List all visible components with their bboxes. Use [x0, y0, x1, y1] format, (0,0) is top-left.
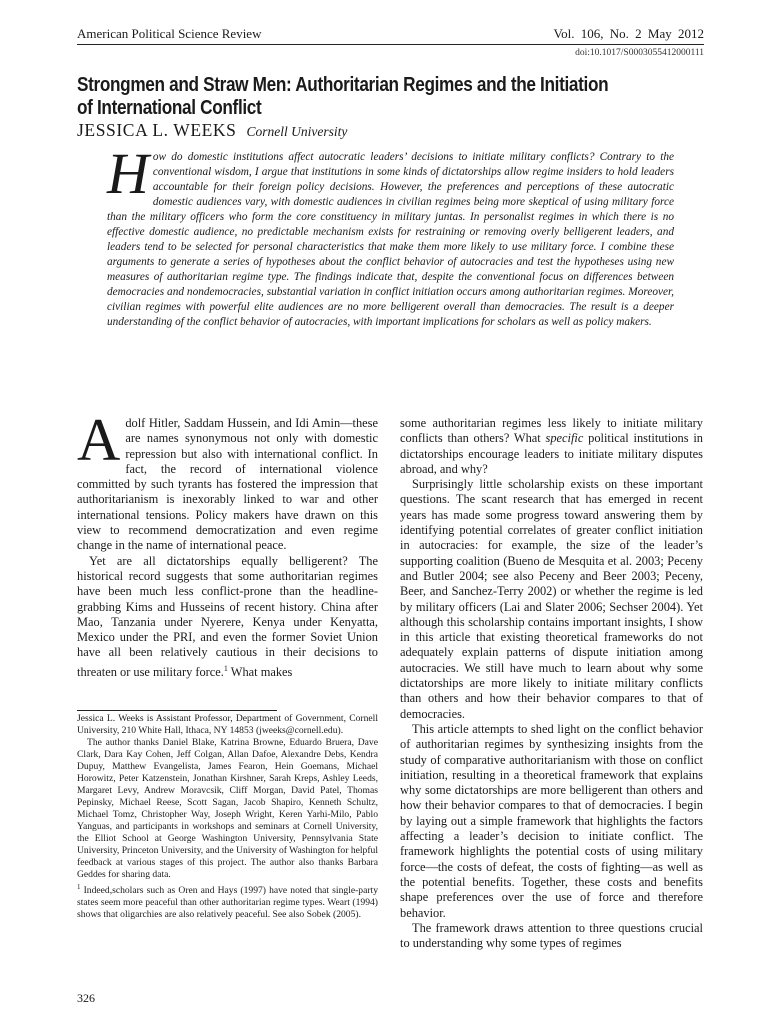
body-column-left [77, 407, 378, 680]
paragraph-text-tail: What makes [227, 664, 293, 679]
author-note: Jessica L. Weeks is Assistant Professor, Department of Government, Cornell University, 210 White Hall, Ithaca, NY 14853 (jweeks@cornell.edu). [77, 713, 378, 736]
emphasis: specific [545, 431, 584, 446]
footnote-ref-1[interactable]: 1 [223, 663, 228, 673]
acknowledgments: The author thanks Daniel Blake, Katrina Browne, Eduardo Bruera, Dave Clark, Dara Kay Cohen, Jeff Colgan, Allan Dafoe, Alexandre Debs, Kendra Dupuy, Matthew Evangelista, James Fearon, Hein Goemans, Michael Horowitz, Peter Katzenstein, Jonathan Kirshner, Sarah Kreps, Ashley Leeds, Margaret Levy, Andrew Moravcsik, Cliff Morgan, David Patel, Thomas Pepinsky, Michael Reese, Scott Sagan, Jacob Shapiro, Kenneth Schultz, Michael Tomz, Christopher Way, Joseph Wright, Keren Yarhi-Milo, Pablo Yanguas, and participants in workshops and seminars at Cornell University, the Elliot School at George Washington University, Pennsylvania State University, Princeton University, and the University of Washington for helpful feedback at various stages of this project. The author also thanks Barbara Geddes for sharing data. [77, 737, 378, 880]
paragraph [77, 554, 378, 681]
author-name: JESSICA L. WEEKS [77, 120, 237, 140]
paragraph-text-tail: political institutions in dictatorships encourage leaders to initiate military disputes abroad, and why? [400, 431, 703, 476]
volume-issue: Vol. 106, No. 2 May 2012 [553, 26, 704, 41]
doi-link[interactable]: doi:10.1017/S0003055412000111 [575, 48, 704, 58]
abstract [107, 141, 674, 330]
journal-name: American Political Science Review [77, 26, 262, 41]
footnotes [77, 713, 378, 921]
paragraph: This article attempts to shed light on the conflict behavior of authoritarian regimes by synthesizing insights from the study of comparative authoritarianism with those on conflict initiation, resulting in a theoretical framework that explains why some dictatorships are more belligerent than others and how their behavior compares to that of democracies. I begin by laying out a simple framework that highlights the factors affecting a leader’s decision to initiate conflict. The framework highlights the potential costs of using military force—the costs of defeat, the costs of fighting—as well as the potential benefits. Together, these costs and benefits shape preferences over the use of force and therefore behavior. [400, 721, 703, 920]
paragraph: Surprisingly little scholarship exists on these important questions. The scant research that has emerged in recent years has made some progress toward answering them by identifying potential correlates of greater conflict initiation in autocracies: for example, the size of the leader’s supporting coalition (Bueno de Mesquita et al. 2003; Peceny and Butler 2004; see also Peceny and Beer 2003; Peceny, Beer, and Sanchez-Terry 2002) or whether the regime is led by military officers (Lai and Slater 2006; Sechser 2004). Yet although this scholarship contains important insights, I show in this article that existing theoretical frameworks do not adequately explain patterns of dispute initiation among autocracies. We still have much to learn about why some dictatorships are more likely to initiate military conflicts than others and how their behavior compares to that of democracies. [400, 477, 703, 721]
author-affiliation: Cornell University [246, 124, 348, 139]
footnote-1 [77, 881, 378, 921]
footnote-1-mark: 1 [77, 883, 81, 891]
footnote-divider [77, 710, 277, 711]
paragraph [400, 416, 703, 477]
paragraph-text: some authoritarian regimes less likely to initiate military conflicts than others? What [400, 416, 703, 446]
article-title: Strongmen and Straw Men: Authoritarian Regimes and the Initiation of International Conflict [77, 74, 609, 119]
paragraph-text: dolf Hitler, Saddam Hussein, and Idi Amin—these are names synonymous not only with domestic repression but also with international conflict. In fact, the record of international violence committed by such tyrants has fostered the impression that authoritarianism is inexorably linked to war and other international tensions. Policy makers have drawn on this view to recommend democratization and even regime change in the name of international peace. [77, 416, 378, 553]
body-column-right [400, 416, 703, 951]
paragraph [77, 407, 378, 554]
byline [77, 120, 347, 141]
body-drop-cap: A [77, 407, 121, 473]
paragraph-text: Yet are all dictatorships equally belligerent? The historical record suggests that some authoritarian regimes have been much less conflict-prone than the headline-grabbing Kims and Husseins of recent history. China after Mao, Tanzania under Nyerere, Kenya under Kenyatta, Mexico under the PRI, and even the former Soviet Union have all been relatively cautious in their decisions to threaten or use military force. [77, 553, 378, 679]
footnote-1-text: Indeed,scholars such as Oren and Hays (1997) have noted that single-party states seem more peaceful than other authoritarian regime types. Weart (1994) shows that oligarchies are also relatively peaceful. See also Sobek (2005). [77, 885, 378, 921]
running-header [77, 26, 704, 45]
page-number: 326 [77, 991, 95, 1005]
abstract-text: ow do domestic institutions affect autocratic leaders’ decisions to initiate military conflicts? Contrary to the conventional wisdom, I argue that institutions in some kinds of dictatorships allow regime insiders to hold leaders accountable for their foreign policy decisions. However, the preferences and perceptions of these autocratic domestic audiences vary, with domestic audiences in civilian regimes being more skeptical of using military force than the military officers who form the core constituency in military juntas. In personalist regimes in which there is no effective domestic audience, no predictable mechanism exists for restraining or removing overly belligerent leaders, and leaders tend to be selected for personal characteristics that make them more likely to use military force. I combine these arguments to generate a series of hypotheses about the conflict behavior of autocracies and test the hypotheses using new measures of authoritarian regime type. The findings indicate that, despite the conventional focus on differences between democracies and nondemocracies, substantial variation in conflict initiation occurs among authoritarian regimes. Moreover, civilian regimes with powerful elite audiences are no more belligerent overall than democracies. The result is a deeper understanding of the conflict behavior of autocracies, with important implications for scholars as well as policy makers. [107, 151, 674, 328]
paragraph: The framework draws attention to three questions crucial to understanding why some types of regimes [400, 920, 703, 951]
abstract-drop-cap: H [107, 141, 149, 206]
